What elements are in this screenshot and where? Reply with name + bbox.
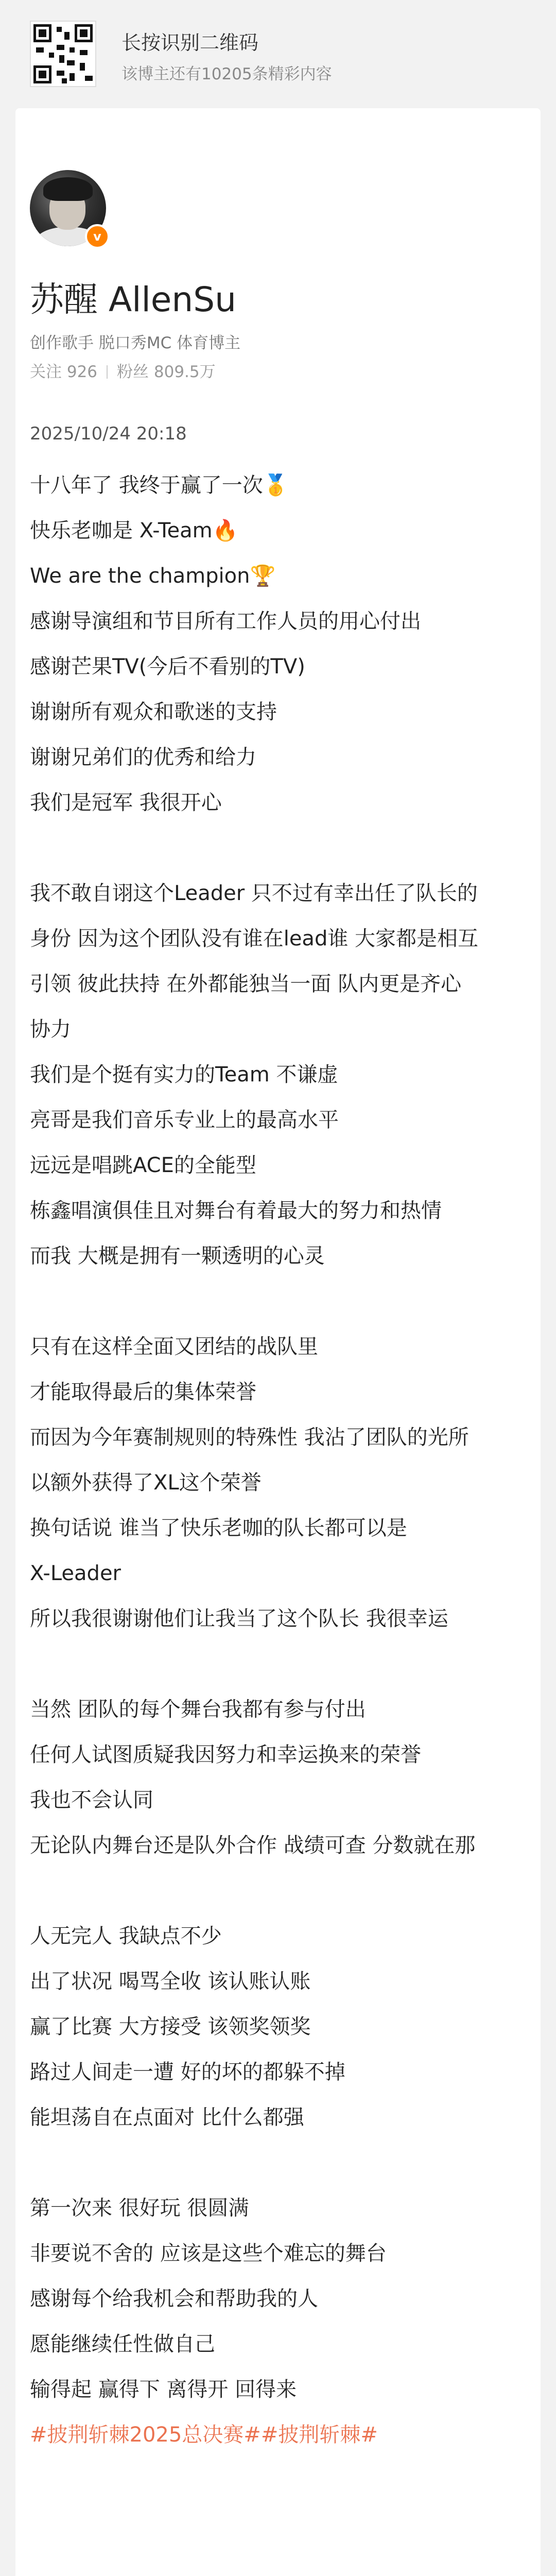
post-text-line: 我不敢自诩这个Leader 只不过有幸出任了队长的 — [30, 882, 478, 905]
post-text-line: 感谢芒果TV(今后不看别的TV) — [30, 655, 305, 679]
post-card — [15, 108, 541, 2576]
post-text-line: 我们是个挺有实力的Team 不谦虚 — [30, 1063, 338, 1087]
fans-count[interactable]: 粉丝 809.5万 — [117, 363, 216, 381]
user-bio: 创作歌手 脱口秀MC 体育博主 — [30, 334, 241, 352]
post-text-line: 而因为今年赛制规则的特殊性 我沾了团队的光所 — [30, 1426, 469, 1449]
post-text-line: 以额外获得了XL这个荣誉 — [30, 1471, 262, 1495]
post-text-line: 才能取得最后的集体荣誉 — [30, 1380, 256, 1404]
post-text-line: 亮哥是我们音乐专业上的最高水平 — [30, 1108, 339, 1132]
stats-divider — [107, 365, 108, 379]
top-banner — [0, 0, 556, 108]
post-text-line: 谢谢所有观众和歌迷的支持 — [30, 700, 277, 724]
post-text-line: 引领 彼此扶持 在外都能独当一面 队内更是齐心 — [30, 972, 462, 996]
paragraph-gap — [30, 2140, 534, 2185]
paragraph-gap — [30, 1868, 534, 1913]
post-text-line: 谢谢兄弟们的优秀和给力 — [30, 745, 256, 769]
post-date: 2025/10/24 20:18 — [30, 423, 187, 444]
post-text-line: 能坦荡自在点面对 比什么都强 — [30, 2106, 304, 2129]
post-text-line: 我们是冠军 我很开心 — [30, 791, 222, 815]
post-text-line: 只有在这样全面又团结的战队里 — [30, 1335, 318, 1359]
post-text-line: 路过人间走一遭 好的坏的都躲不掉 — [30, 2060, 345, 2084]
post-text-line: 感谢导演组和节目所有工作人员的用心付出 — [30, 609, 421, 633]
post-body — [30, 463, 534, 2458]
post-text-line: 所以我很谢谢他们让我当了这个队长 我很幸运 — [30, 1607, 448, 1631]
header-subtitle: 该博主还有10205条精彩内容 — [121, 65, 332, 83]
header-title: 长按识别二维码 — [121, 31, 259, 54]
post-text-line: 十八年了 我终于赢了一次🥇 — [30, 473, 289, 497]
paragraph-gap — [30, 825, 534, 871]
post-text-line: 快乐老咖是 X-Team🔥 — [30, 519, 238, 543]
post-text-line: 感谢每个给我机会和帮助我的人 — [30, 2287, 318, 2311]
post-text-line: 协力 — [30, 1018, 71, 1041]
post-text-line: 远远是唱跳ACE的全能型 — [30, 1154, 256, 1177]
paragraph-gap — [30, 1279, 534, 1324]
user-stats — [30, 359, 216, 382]
hashtag-link[interactable]: #披荆斩棘2025总决赛##披荆斩棘# — [30, 2423, 378, 2447]
post-text-line: 而我 大概是拥有一颗透明的心灵 — [30, 1244, 325, 1268]
post-text-line: 愿能继续任性做自己 — [30, 2332, 215, 2356]
user-name[interactable]: 苏醒 AllenSu — [30, 280, 236, 319]
post-text-line: 输得起 赢得下 离得开 回得来 — [30, 2378, 297, 2401]
post-text-line: 身份 因为这个团队没有谁在lead谁 大家都是相互 — [30, 927, 479, 951]
post-text-line: X-Leader — [30, 1562, 121, 1585]
post-text-line: 第一次来 很好玩 很圆满 — [30, 2196, 249, 2220]
qr-code-icon[interactable] — [30, 21, 96, 87]
post-text-line: 人无完人 我缺点不少 — [30, 1924, 222, 1948]
post-text-line: 出了状况 喝骂全收 该认账认账 — [30, 1970, 311, 1993]
post-text-line: 非要说不舍的 应该是这些个难忘的舞台 — [30, 2242, 387, 2265]
post-text-line: 我也不会认同 — [30, 1788, 153, 1812]
paragraph-gap — [30, 1641, 534, 1687]
post-text-line: 无论队内舞台还是队外合作 战绩可查 分数就在那 — [30, 1834, 476, 1857]
post-text-line: 赢了比赛 大方接受 该领奖领奖 — [30, 2015, 311, 2039]
verified-badge-icon: v — [85, 224, 110, 249]
post-text-line: 换句话说 谁当了快乐老咖的队长都可以是 — [30, 1516, 407, 1540]
post-text-line: We are the champion🏆 — [30, 564, 276, 588]
post-text-line: 当然 团队的每个舞台我都有参与付出 — [30, 1698, 366, 1721]
post-text-line: 任何人试图质疑我因努力和幸运换来的荣誉 — [30, 1743, 421, 1767]
post-text-line: 栋鑫唱演俱佳且对舞台有着最大的努力和热情 — [30, 1199, 442, 1223]
follows-count[interactable]: 关注 926 — [30, 363, 98, 381]
